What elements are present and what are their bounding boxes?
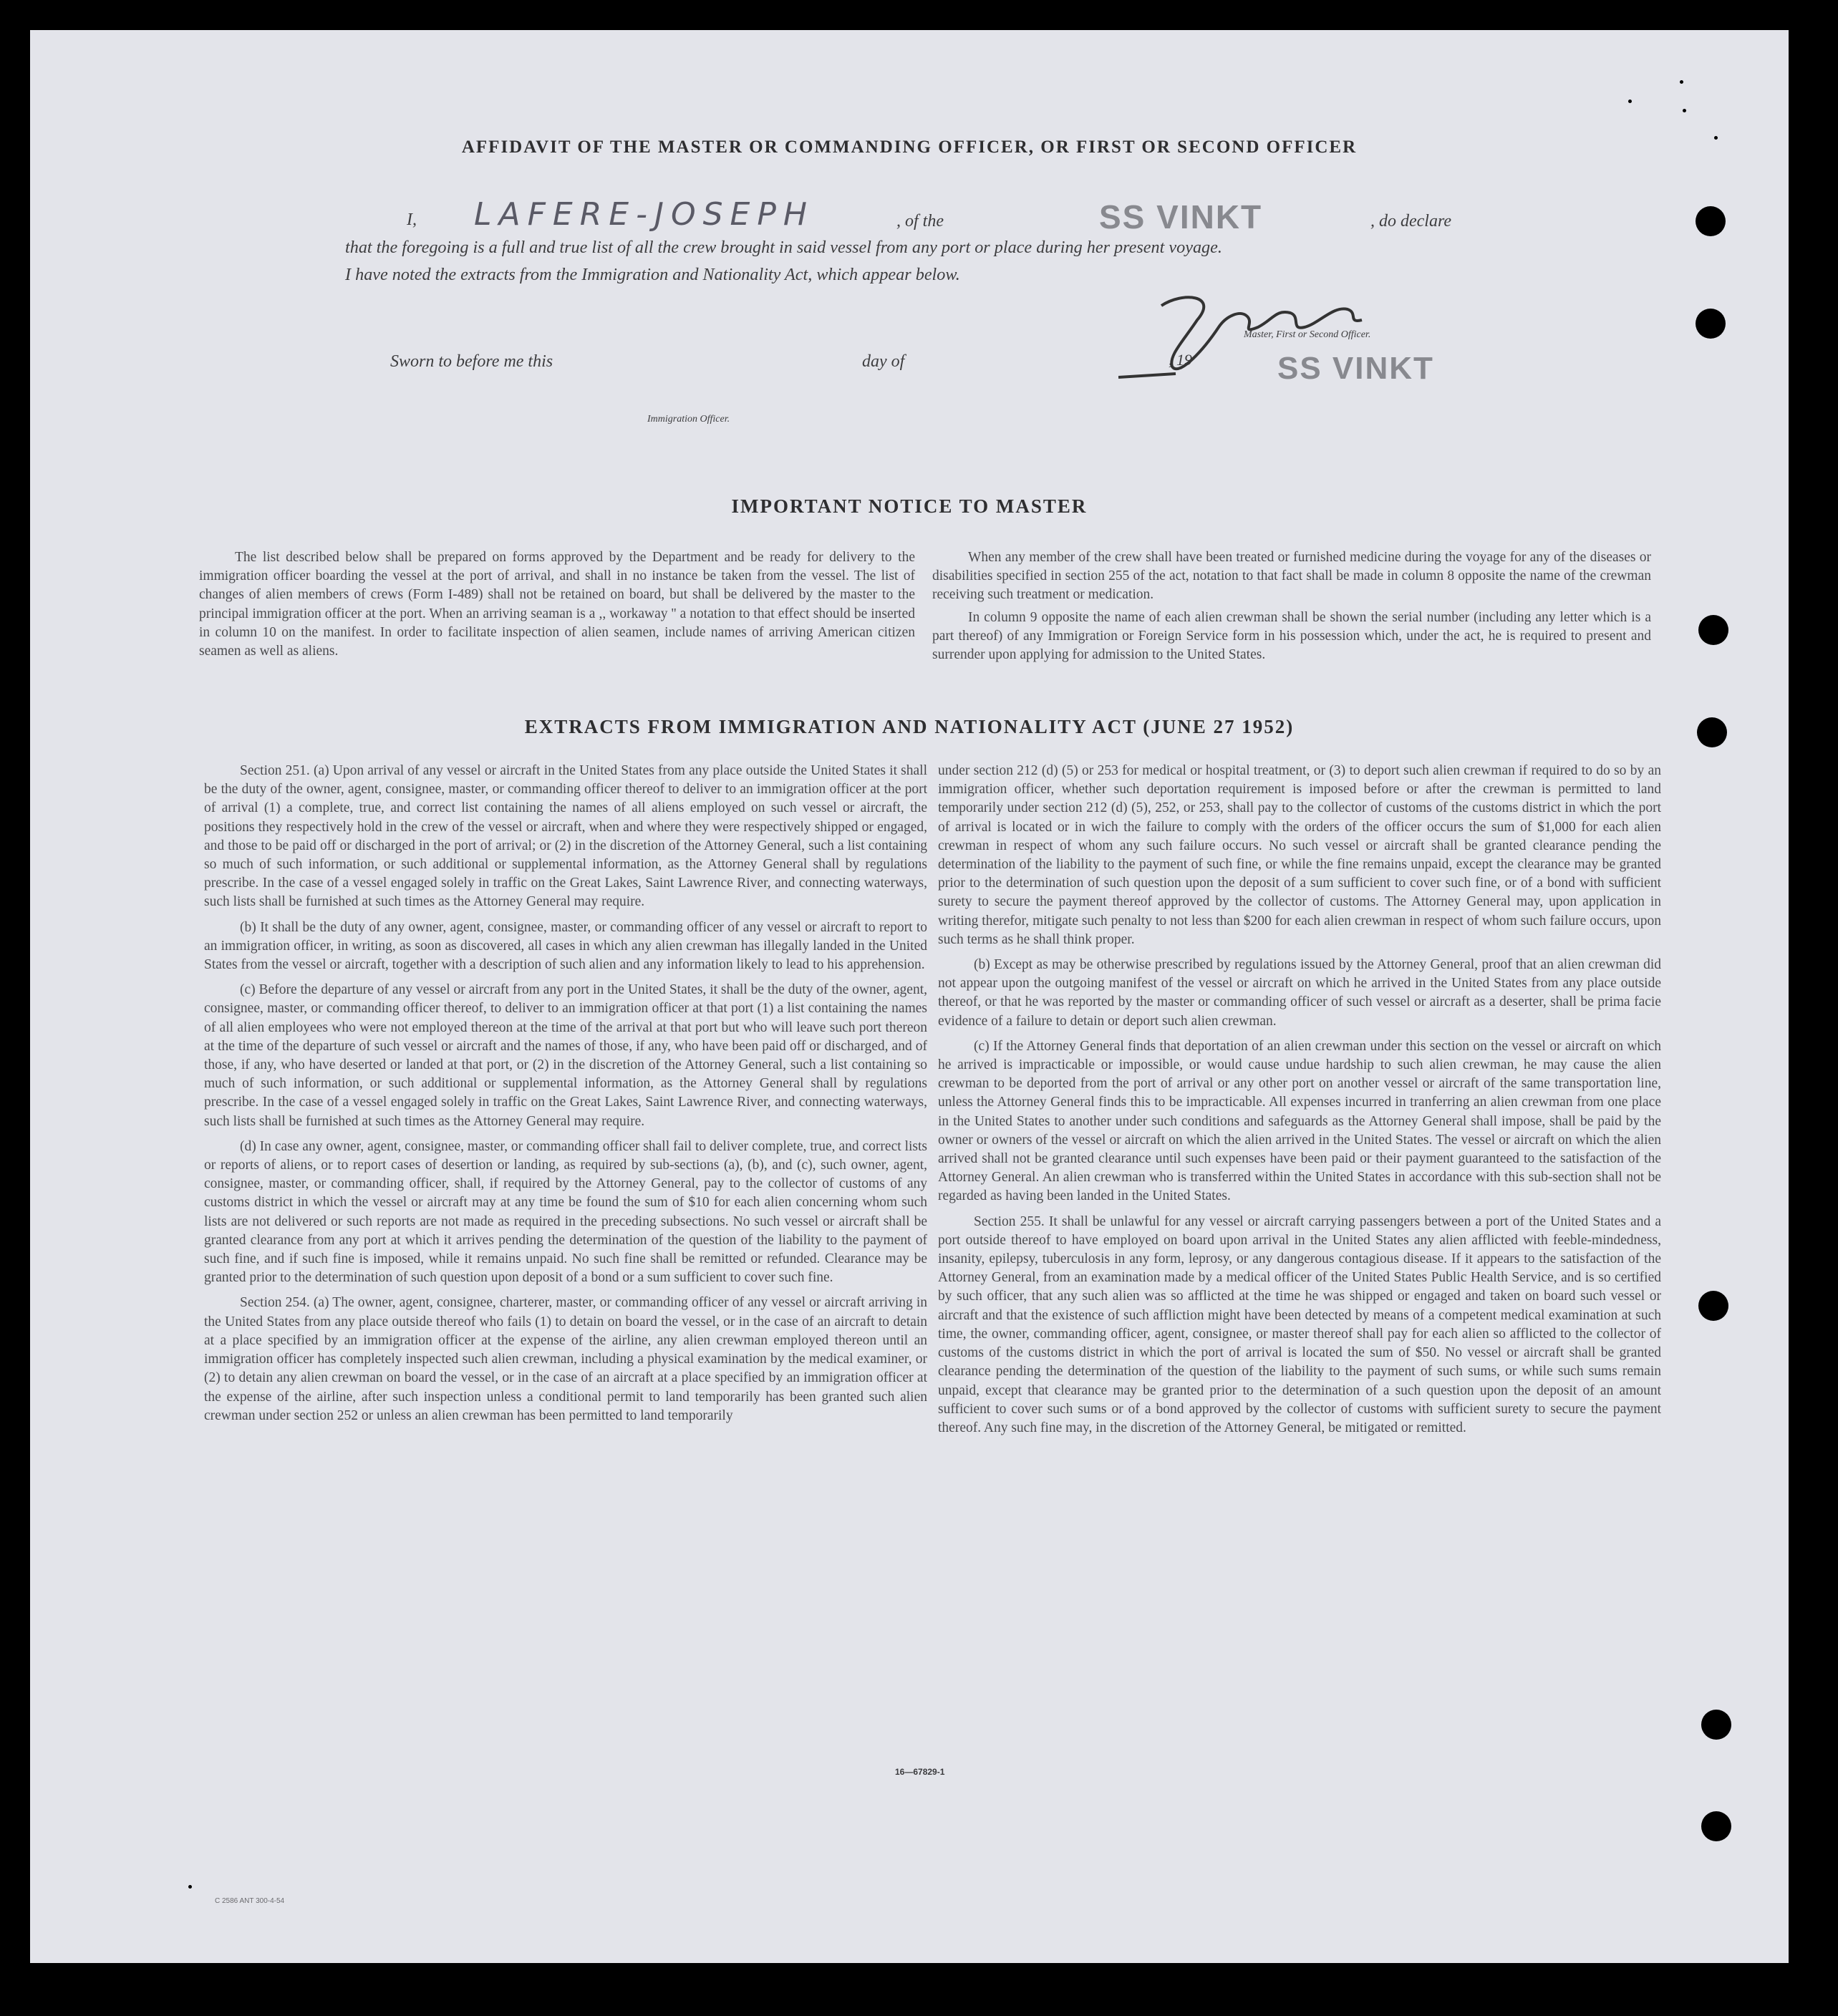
binder-hole — [1701, 1811, 1731, 1841]
act-section: (b) Except as may be otherwise prescribed by regulations issued by the Attorney General, proof that an alien crewman did not appear upon the outgoing manifest of the vessel or aircraft on which he arrived in the United States from any place outside thereof, or that he was reported by the master or commanding officer of such vessel or aircraft as a deserter, shall be prima facie evidence of a failure to detain or deport such alien crewman. — [938, 957, 1661, 1029]
act-section: Section 251. (a) Upon arrival of any vessel or aircraft in the United States from any place outside the United States it shall be the duty of the owner, agent, consignee, master, or commanding officer thereof to deliver to an immigration officer at the port of arrival (1) a complete, true, and correct list containing the names of all aliens employed on such vessel or aircraft, the positions they respectively hold in the crew of the vessel or aircraft, when and where they were respectively shipped or engaged, and those to be paid off or discharged in the port of arrival; or (2) in the discretion of the Attorney General, such a list containing so much of such information, or such additional or supplemental information, as the Attorney General shall by regulations prescribe. In the case of a vessel engaged solely in traffic on the Great Lakes, Saint Lawrence River, and connecting waterways, such lists shall be furnished at such times as the Attorney General may require. — [204, 763, 927, 910]
act-section: under section 212 (d) (5) or 253 for medical or hospital treatment, or (3) to deport such alien crewman if required to do so by an immigration officer, whether such deportation requirement is imposed before or after the crewman is permitted to land temporarily under section 212 (d) (5), 252, or 253, shall pay to the collector of customs of the customs district in which the port of arrival is located or in wich the failure to comply with the orders of the officer occurs the sum of $1,000 for each alien crewman in respect of whom any such failure occurs. No such vessel or aircraft shall be granted clearance pending the determination of the liability to the payment of such fine, or while the fine remains unpaid, except the clearance may be granted prior to the determination of such question upon the deposit of a sum sufficient to cover such fine, or of a bond with sufficient surety to secure the payment thereof approved by the collector of customs. The Attorney General may, upon application in writing therefor, mitigate such penalty to not less than $200 for each alien crewman in respect of whom such failure occurs, upon such terms as he shall think proper. — [938, 763, 1661, 947]
notice-left-column — [199, 548, 915, 667]
notice-right-column — [932, 548, 1651, 671]
binder-hole — [1698, 1291, 1728, 1321]
act-section: (b) It shall be the duty of any owner, agent, consignee, master, or commanding officer of any vessel or aircraft to report to an immigration officer, in writing, as soon as discovered, all cases in which any alien crewman has illegally landed in the United States from the vessel or aircraft, together with a description of such alien and any information likely to lead to his apprehension. — [204, 919, 927, 973]
extracts-title: EXTRACTS FROM IMMIGRATION AND NATIONALITY ACT (JUNE 27 1952) — [524, 716, 1295, 737]
speck — [1628, 100, 1632, 103]
immigration-officer-caption: Immigration Officer. — [647, 414, 730, 425]
binder-hole — [1701, 1710, 1731, 1740]
affidavit-extracts-note: I have noted the extracts from the Immigration and Nationality Act, which appear below. — [345, 265, 960, 284]
affidavit-i-label: I, — [407, 210, 417, 229]
do-declare-label: , do declare — [1370, 212, 1452, 231]
document-page — [30, 30, 1789, 1963]
binder-hole — [1696, 206, 1726, 236]
print-code: 16—67829-1 — [895, 1767, 945, 1777]
notice-paragraph: In column 9 opposite the name of each alien crewman shall be shown the serial number (including any letter which is a part thereof) of any Immigration or Foreign Service form in his possession which, under the act, he is required to present and surrender upon applying for admission to the United States. — [932, 609, 1651, 663]
speck — [1714, 136, 1718, 140]
vessel-name-stamp: SS VINKT — [1099, 198, 1263, 236]
day-of-label: day of — [862, 352, 905, 371]
sworn-label: Sworn to before me this — [390, 352, 553, 371]
year-label: , 19 — [1169, 351, 1192, 369]
speck — [1683, 109, 1686, 112]
binder-hole — [1696, 309, 1726, 339]
speck — [188, 1885, 192, 1889]
master-caption: Master, First or Second Officer. — [1244, 329, 1371, 340]
affidavit-title: AFFIDAVIT OF THE MASTER OR COMMANDING OFFICER, OR FIRST OR SECOND OFFICER — [461, 137, 1358, 157]
extracts-left-column — [204, 762, 927, 1432]
notice-title: IMPORTANT NOTICE TO MASTER — [731, 495, 1088, 517]
extracts-right-column — [938, 762, 1661, 1444]
notice-paragraph: When any member of the crew shall have been treated or furnished medicine during the voyage for any of the diseases or disabilities specified in section 255 of the act, notation to that fact shall be made in column 8 opposite the name of the crewman receiving such treatment or medication. — [932, 550, 1651, 603]
handwritten-master-name: LAFERE-JOSEPH — [474, 196, 814, 233]
master-signature — [1118, 277, 1390, 384]
form-number: C 2586 ANT 300-4-54 — [215, 1897, 285, 1905]
act-section: Section 254. (a) The owner, agent, consignee, charterer, master, or commanding officer of any vessel or aircraft arriving in the United States from any place outside thereof who fails (1) to detain on board the vessel, or in the case of an aircraft to detain at a place specified by an immigration officer at the expense of the airline, any alien crewman employed thereon until an immigration officer has completely inspected such alien crewman, including a physical examination by the medical examiner, or (2) to detain any alien crewman on board the vessel, or in the case of an aircraft at a place specified by an immigration officer at the expense of the airline, after such inspection unless a conditional permit to land temporarily has been granted such alien crewman under section 252 or unless an alien crewman has been permitted to land temporarily — [204, 1295, 927, 1423]
affidavit-declaration: that the foregoing is a full and true list of all the crew brought in said vessel from any port or place during her present voyage. — [345, 238, 1222, 257]
act-section: (c) Before the departure of any vessel or aircraft from any port in the United States, it shall be the duty of the owner, agent, consignee, master, or commanding officer thereof, to deliver to an immigration officer at that port (1) a list containing the names of all alien employees who were not employed thereon at the time of the arrival at that port but who will leave such port thereon at the time of the departure of such vessel or aircraft and the names of those, if any, who have been paid off or discharged, and of those, if any, who have deserted or landed at that port, or (2) in the discretion of the Attorney General, such a list containing so much of such information, or such additional or supplemental information, as the Attorney General shall by regulations prescribe. In the case of a vessel engaged solely in traffic on the Great Lakes, Saint Lawrence River, and connecting waterways, such lists shall be furnished at such times as the Attorney General may require. — [204, 982, 927, 1129]
speck — [1680, 80, 1683, 84]
act-section: (d) In case any owner, agent, consignee, master, or commanding officer shall fail to deliver complete, true, and correct lists or reports of aliens, or to report cases of desertion or landing, as required by sub-sections (a), (b), and (c), such owner, agent, consignee, master, or commanding officer, shall, if required by the Attorney General, pay to the collector of customs of any customs district in which the vessel or aircraft may at any time be found the sum of $10 for each alien concerning whom such lists are not delivered or such reports are not made as required in the preceding subsections. No such vessel or aircraft shall be granted clearance from any port at which it arrives pending the determination of the question of the liability to the payment of such fine, and if such fine is imposed, while it remains unpaid. No such fine shall be remitted or refunded. Clearance may be granted prior to the determination of such question upon deposit of a bond or a sum sufficient to cover such fine. — [204, 1138, 927, 1286]
act-section: (c) If the Attorney General finds that deportation of an alien crewman under this section on the vessel or aircraft on which he arrived is impracticable or impossible, or would cause undue hardship to such alien crewman, he may cause the alien crewman to be deported from the port of arrival or any other port on another vessel or aircraft of the same transportation line, unless the Attorney General finds this to be impracticable. All expenses incurred in tranferring an alien crewman from one place in the United States to another under such conditions and safeguards as the Attorney General shall impose, shall be paid by the owner or owners of the vessel or aircraft on which the alien arrived in the United States. The vessel or aircraft on which the alien arrived shall not be granted clearance until such expenses have been paid or their payment guaranteed to the satisfaction of the Attorney General. An alien crewman who is transferred within the United States in accordance with this sub-section shall not be regarded as having been landed in the United States. — [938, 1038, 1661, 1204]
of-the-label: , of the — [896, 212, 944, 231]
notice-paragraph: The list described below shall be prepared on forms approved by the Department and be ready for delivery to the immigration officer boarding the vessel at the port of arrival, and shall in no instance be taken from the vessel. The list of changes of alien members of crews (Form I-489) shall not be retained on board, but shall be delivered by the master to the principal immigration officer at the port. When an arriving seaman is a ,, workaway '' a notation to that effect should be inserted in column 10 on the manifest. In order to facilitate inspection of alien seamen, include names of arriving American citizen seamen as well as aliens. — [199, 550, 915, 659]
vessel-name-stamp-2: SS VINKT — [1277, 351, 1434, 386]
act-section: Section 255. It shall be unlawful for any vessel or aircraft carrying passengers between a port of the United States and a port outside thereof to have employed on board upon arrival in the United States any alien afflicted with feeble-mindedness, insanity, epilepsy, tuberculosis in any form, leprosy, or any dangerous contagious disease. If it appears to the satisfaction of the Attorney General, from an examination made by a medical officer of the United States Public Health Service, and is so certified by such officer, that any such alien was so afflicted at the time he was shipped or engaged and taken on board such vessel or aircraft and that the existence of such affliction might have been detected by means of a competent medical examination at such time, the owner, commanding officer, agent, consignee, or master thereof shall pay for each alien so afflicted to the collector of customs of the customs district in which the port of arrival is located the sum of $50. No vessel or aircraft shall be granted clearance pending the determination of the question of the liability to the payment of such sums, or while such sums remain unpaid, except that clearance may be granted prior to the determination of a such question upon the deposit of an amount sufficient to cover such sums or of a bond approved by the collector of customs with sufficient surety to secure the payment thereof. Any such fine may, in the discretion of the Attorney General, be mitigated or remitted. — [938, 1213, 1661, 1435]
binder-hole — [1697, 717, 1727, 747]
binder-hole — [1698, 615, 1728, 645]
